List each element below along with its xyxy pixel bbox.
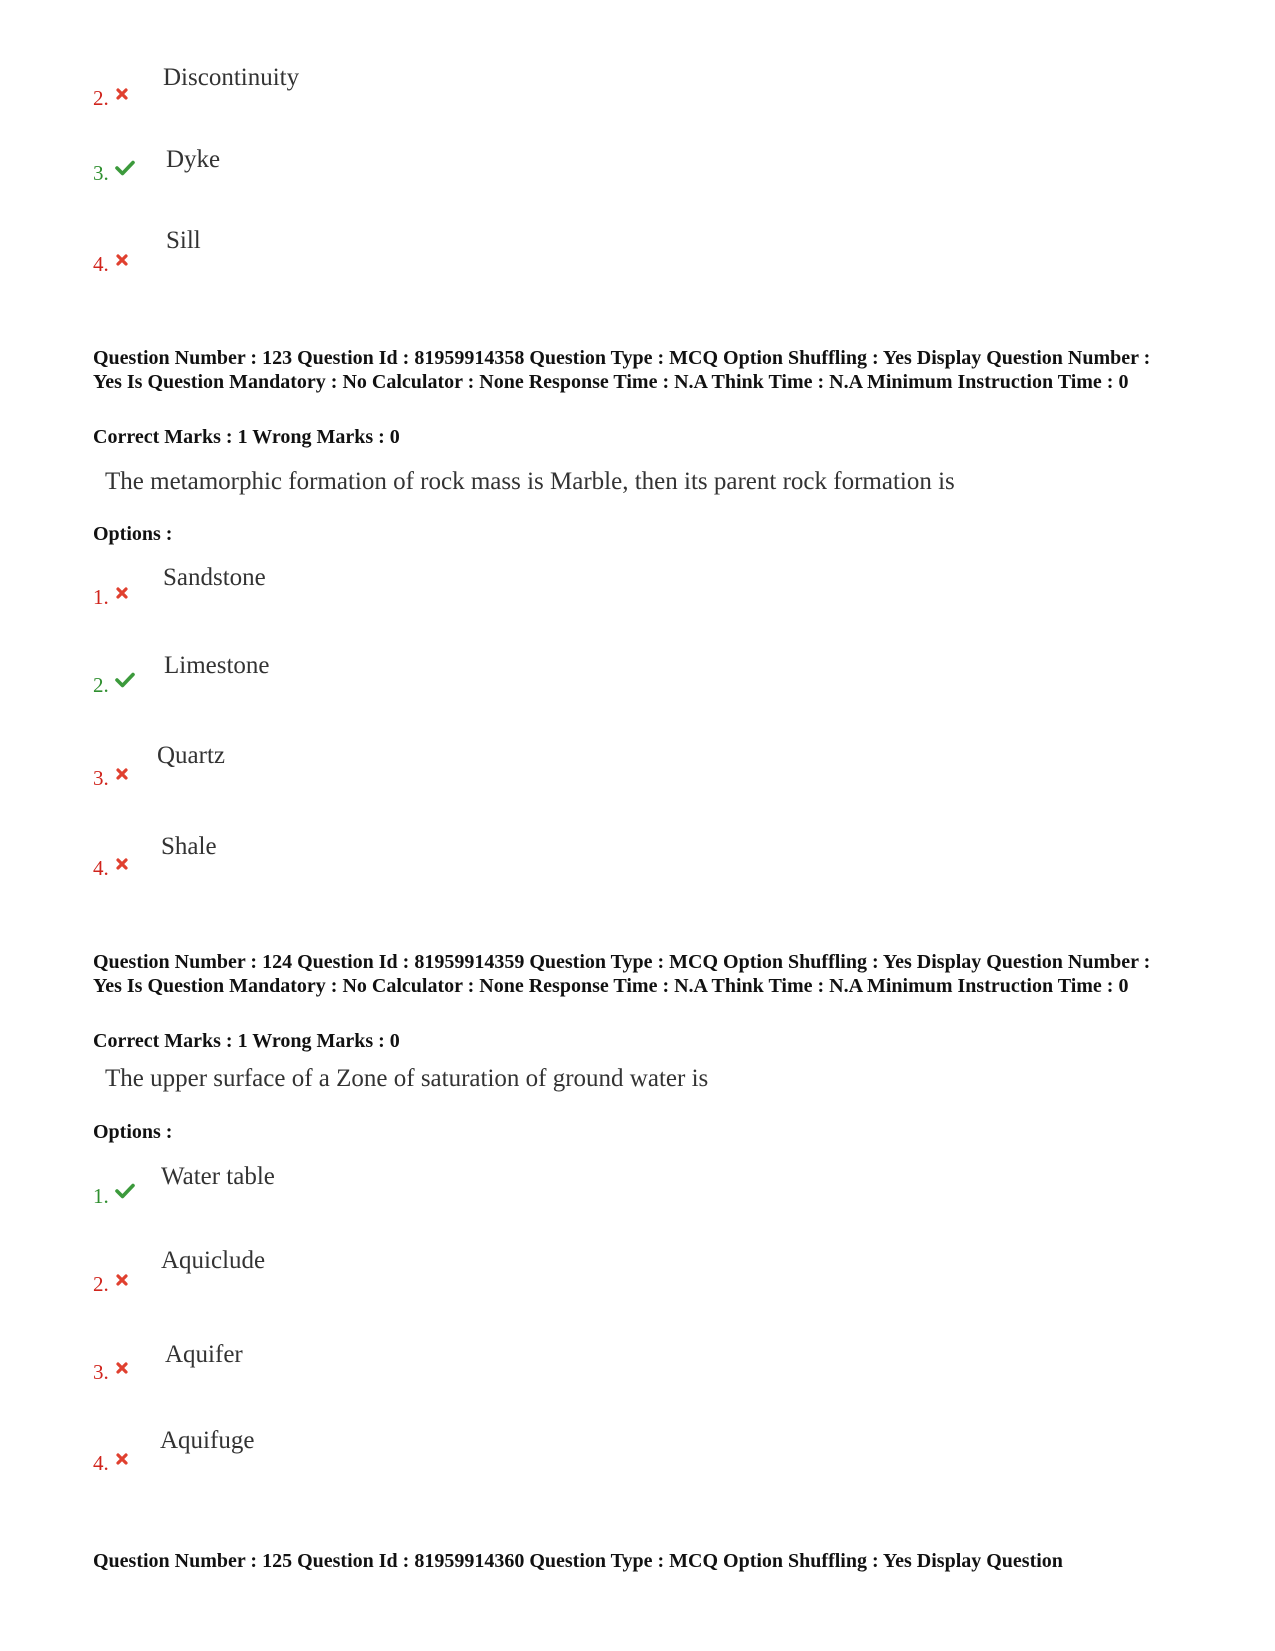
option-text: Aquifer [165,1341,243,1368]
cross-icon [115,852,129,876]
question-text: The upper surface of a Zone of saturation of ground water is [105,1065,709,1092]
option-text: Sill [166,227,201,254]
option-number [93,1451,129,1477]
cross-icon [115,248,129,272]
option-text: Quartz [157,742,226,769]
option-text: Shale [161,833,217,860]
option-number [93,1360,129,1386]
option-number-label: 2. [93,673,109,697]
marks-line: Correct Marks : 1 Wrong Marks : 0 [93,426,400,448]
option-number-label: 2. [93,86,109,110]
option-number [93,585,129,611]
options-label: Options : [93,523,173,545]
check-icon [115,1180,135,1204]
option-number [93,161,135,187]
cross-icon [115,762,129,786]
check-icon [115,669,135,693]
option-number-label: 1. [93,585,109,609]
option-number-label: 3. [93,766,109,790]
cross-icon [115,1447,129,1471]
cross-icon [115,1356,129,1380]
option-number-label: 3. [93,1360,109,1384]
option-number-label: 4. [93,856,109,880]
option-text: Sandstone [163,564,266,591]
option-text: Aquifuge [160,1427,255,1454]
option-number-label: 4. [93,252,109,276]
option-number-label: 1. [93,1184,109,1208]
option-text: Water table [161,1163,275,1190]
marks-line: Correct Marks : 1 Wrong Marks : 0 [93,1030,400,1052]
question-header: Question Number : 125 Question Id : 81959914360 Question Type : MCQ Option Shuffling : Yes Display Question [93,1550,1063,1572]
option-number-label: 3. [93,161,109,185]
option-number [93,1272,129,1298]
option-text: Dyke [166,146,221,173]
option-number-label: 2. [93,1272,109,1296]
question-header: Question Number : 124 Question Id : 81959914359 Question Type : MCQ Option Shuffling : Yes Display Question Number : Yes Is Question Mandatory : No Calculator : None Response Time : N.A Think Time : N.A Minimum Instruction Time : 0 [93,951,1151,997]
option-number [93,1184,135,1210]
option-number-label: 4. [93,1451,109,1475]
option-text: Limestone [164,652,270,679]
option-number [93,252,129,278]
check-icon [115,157,135,181]
option-number [93,673,135,699]
options-label: Options : [93,1121,173,1143]
cross-icon [115,82,129,106]
option-number [93,86,129,112]
option-text: Aquiclude [161,1247,266,1274]
cross-icon [115,581,129,605]
option-number [93,856,129,882]
cross-icon [115,1268,129,1292]
option-number [93,766,129,792]
option-text: Discontinuity [163,64,300,91]
question-text: The metamorphic formation of rock mass is Marble, then its parent rock formation is [105,468,955,495]
question-header: Question Number : 123 Question Id : 81959914358 Question Type : MCQ Option Shuffling : Yes Display Question Number : Yes Is Question Mandatory : No Calculator : None Response Time : N.A Think Time : N.A Minimum Instruction Time : 0 [93,347,1151,393]
